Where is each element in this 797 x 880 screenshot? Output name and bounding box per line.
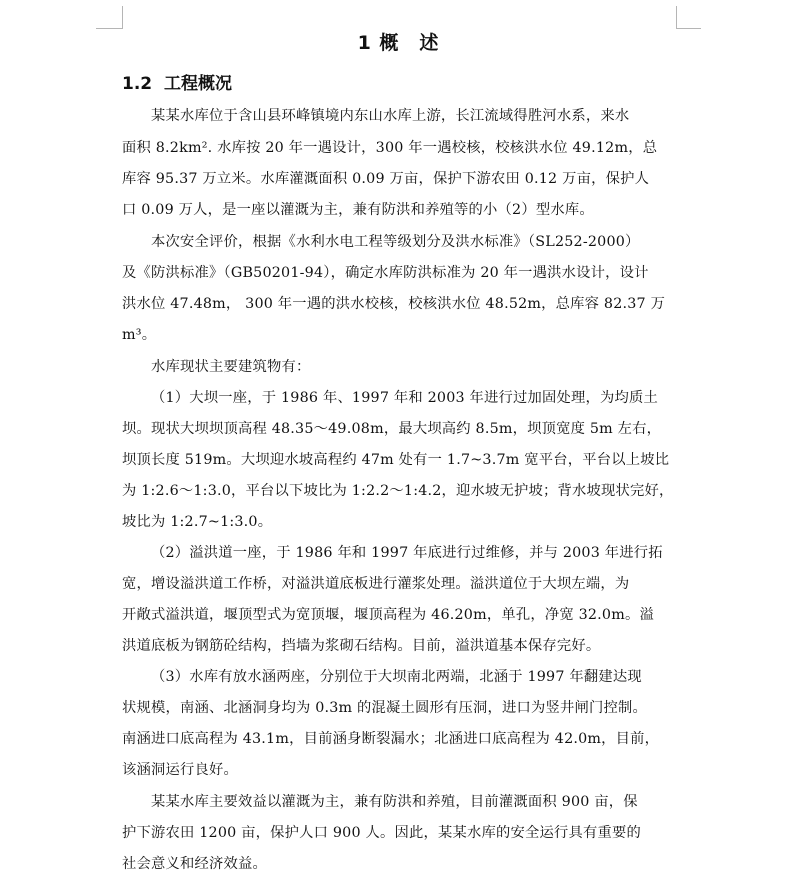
paragraph-line: 护下游农田 1200 亩，保护人口 900 人。因此，某某水库的安全运行具有重要的 (122, 825, 641, 841)
paragraph-line: 库容 95.37 万立米。水库灌溉面积 0.09 万亩，保护下游农田 0.12 万亩，保护人 (122, 171, 650, 187)
paragraph-line: 坝。现状大坝坝顶高程 48.35～49.08m，最大坝高约 8.5m，坝顶宽度 5m 左右， (122, 421, 662, 437)
paragraph-line: （1）大坝一座，于 1986 年、1997 年和 2003 年进行过加固处理，为均质土 (151, 390, 658, 406)
paragraph-line: 坝顶长度 519m。大坝迎水坡高程约 47m 处有一 1.7~3.7m 宽平台，平台以上坡比 (122, 452, 670, 468)
paragraph-line: 洪水位 47.48m， 300 年一遇的洪水校核，校核洪水位 48.52m，总库容 82.37 万 (122, 296, 666, 312)
chapter-title: 1 概 述 (357, 32, 440, 54)
paragraph-line: 宽，增设溢洪道工作桥，对溢洪道底板进行灌浆处理。溢洪道位于大坝左端，为 (122, 576, 630, 592)
paragraph-line: 开敞式溢洪道，堰顶型式为宽顶堰，堰顶高程为 46.20m，单孔，净宽 32.0m。溢 (122, 607, 654, 623)
paragraph-line: 社会意义和经济效益。 (122, 856, 267, 872)
paragraph-line: 某某水库主要效益以灌溉为主，兼有防洪和养殖，目前灌溉面积 900 亩，保 (151, 794, 638, 810)
paragraph-line: （2）溢洪道一座，于 1986 年和 1997 年底进行过维修，并与 2003 年进行拓 (151, 545, 663, 561)
paragraph-line: m³。 (122, 327, 157, 343)
crop-mark-top-right (676, 6, 701, 29)
paragraph-line: 坡比为 1:2.7~1:3.0。 (122, 514, 273, 530)
paragraph-line: 为 1:2.6～1:3.0，平台以下坡比为 1:2.2～1:4.2，迎水坡无护坡；背水坡现状完好， (122, 483, 674, 499)
paragraph-line: 及《防洪标准》（GB50201-94），确定水库防洪标准为 20 年一遇洪水设计，设计 (122, 265, 649, 281)
paragraph-line: 该涵洞运行良好。 (122, 762, 238, 778)
paragraph-line: 口 0.09 万人，是一座以灌溉为主，兼有防洪和养殖等的小（2）型水库。 (122, 202, 594, 218)
crop-mark-top-left (96, 6, 123, 29)
paragraph-line: 洪道底板为钢筋砼结构，挡墙为浆砌石结构。目前，溢洪道基本保存完好。 (122, 638, 601, 654)
paragraph-line: 南涵进口底高程为 43.1m，目前涵身断裂漏水；北涵进口底高程为 42.0m，目前， (122, 731, 660, 747)
paragraph-line: （3）水库有放水涵两座，分别位于大坝南北两端，北涵于 1997 年翻建达现 (151, 669, 642, 685)
paragraph-line: 状规模，南涵、北涵洞身均为 0.3m 的混凝土圆形有压洞，进口为竖井闸门控制。 (122, 700, 647, 716)
section-title: 1.2 工程概况 (122, 74, 232, 94)
paragraph-line: 某某水库位于含山县环峰镇境内东山水库上游，长江流域得胜河水系，来水 (151, 108, 630, 124)
paragraph-line: 面积 8.2km². 水库按 20 年一遇设计，300 年一遇校核，校核洪水位 49.12m，总 (122, 140, 658, 156)
paragraph-line: 水库现状主要建筑物有： (151, 359, 311, 375)
paragraph-line: 本次安全评价，根据《水利水电工程等级划分及洪水标准》（SL252-2000） (151, 234, 640, 250)
